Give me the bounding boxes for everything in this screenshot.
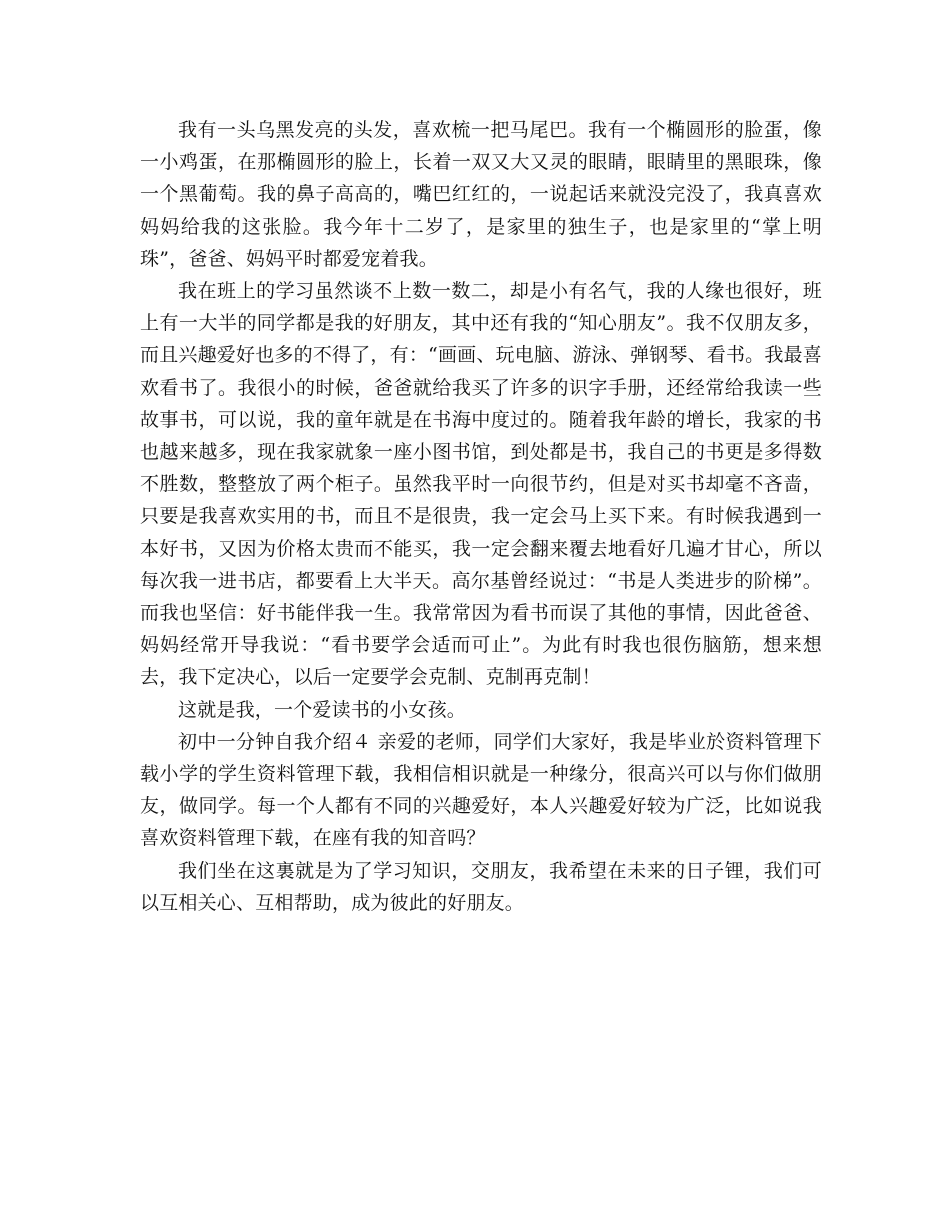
paragraph-reading-hobby: 我在班上的学习虽然谈不上数一数二，却是小有名气，我的人缘也很好，班上有一大半的同学都是我的好朋友，其中还有我的“知心朋友”。我不仅朋友多，而且兴趣爱好也多的不得了，有：“画画、玩电脑、游泳、弹钢琴、看书。我最喜欢看书了。我很小的时候，爸爸就给我买了许多的识字手册，还经常给我读一些故事书，可以说，我的童年就是在书海中度过的。随着我年龄的增长，我家的书也越来越多，现在我家就象一座小图书馆，到处都是书，我自己的书更是多得数不胜数，整整放了两个柜子。虽然我平时一向很节约，但是对买书却毫不吝啬，只要是我喜欢实用的书，而且不是很贵，我一定会马上买下来。有时候我遇到一本好书，又因为价格太贵而不能买，我一定会翻来覆去地看好几遍才甘心，所以每次我一进书店，都要看上大半天。高尔基曾经说过：“书是人类进步的阶梯”。而我也坚信：好书能伴我一生。我常常因为看书而误了其他的事情，因此爸爸、妈妈经常开导我说：“看书要学会适而可止”。为此有时我也很伤脑筋，想来想去，我下定决心，以后一定要学会克制、克制再克制！ [140,280,822,689]
document-body [140,114,822,919]
paragraph-appearance: 我有一头乌黑发亮的头发，喜欢梳一把马尾巴。我有一个椭圆形的脸蛋，像一小鸡蛋，在那椭圆形的脸上，长着一双又大又灵的眼睛，眼睛里的黑眼珠，像一个黑葡萄。我的鼻子高高的，嘴巴红红的，一说起话来就没完没了，我真喜欢妈妈给我的这张脸。我今年十二岁了，是家里的独生子，也是家里的“掌上明珠”，爸爸、妈妈平时都爱宠着我。 [140,119,822,270]
paragraph-closing: 我们坐在这裏就是为了学习知识，交朋友，我希望在未来的日子锂，我们可以互相关心、互相帮助，成为彼此的好朋友。 [140,859,822,914]
paragraph-summary: 这就是我，一个爱读书的小女孩。 [178,698,467,721]
paragraph-self-introduction: 初中一分钟自我介绍４ 亲爱的老师，同学们大家好，我是毕业於资料管理下载小学的学生资料管理下载，我相信相识就是一种缘分，很高兴可以与你们做朋友，做同学。每一个人都有不同的兴趣爱好，本人兴趣爱好较为广泛，比如说我喜欢资料管理下载，在座有我的知音吗？ [140,730,822,850]
